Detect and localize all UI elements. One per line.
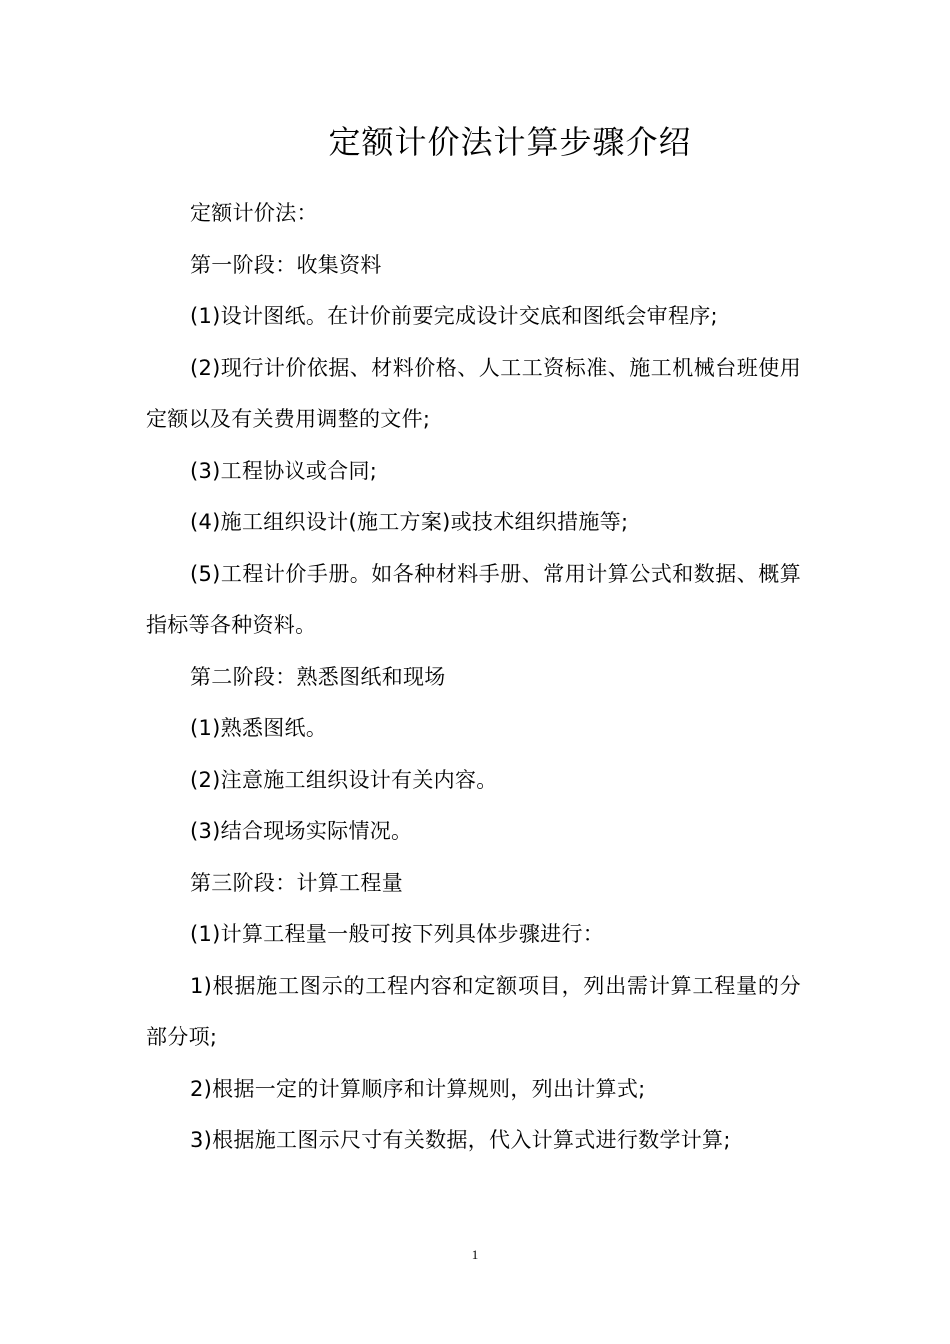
paragraph: (2)现行计价依据、材料价格、人工工资标准、施工机械台班使用定额以及有关费用调整的文件; xyxy=(146,355,801,431)
paragraph: (2)注意施工组织设计有关内容。 xyxy=(190,767,498,792)
paragraph: (3)结合现场实际情况。 xyxy=(190,819,413,843)
paragraph: 1)根据施工图示的工程内容和定额项目，列出需计算工程量的分部分项; xyxy=(146,973,801,1049)
paragraph: (1)熟悉图纸。 xyxy=(190,716,328,740)
paragraph: 3)根据施工图示尺寸有关数据，代入计算式进行数学计算; xyxy=(190,1128,731,1152)
section-heading: 第一阶段：收集资料 xyxy=(190,252,382,277)
paragraph: 定额计价法： xyxy=(190,201,318,225)
document-title: 定额计价法计算步骤介绍 xyxy=(328,123,692,161)
document-body xyxy=(146,188,801,1167)
paragraph: (4)施工组织设计(施工方案)或技术组织措施等; xyxy=(190,510,629,534)
paragraph: (5)工程计价手册。如各种材料手册、常用计算公式和数据、概算指标等各种资料。 xyxy=(146,561,801,637)
section-heading: 第三阶段：计算工程量 xyxy=(190,870,403,895)
paragraph: (3)工程协议或合同; xyxy=(190,458,378,483)
paragraph: (1)设计图纸。在计价前要完成设计交底和图纸会审程序; xyxy=(190,304,718,328)
section-heading: 第二阶段：熟悉图纸和现场 xyxy=(190,664,446,689)
page-number: 1 xyxy=(471,1247,479,1262)
paragraph: (1)计算工程量一般可按下列具体步骤进行： xyxy=(190,922,605,946)
paragraph: 2)根据一定的计算顺序和计算规则，列出计算式; xyxy=(190,1076,646,1101)
